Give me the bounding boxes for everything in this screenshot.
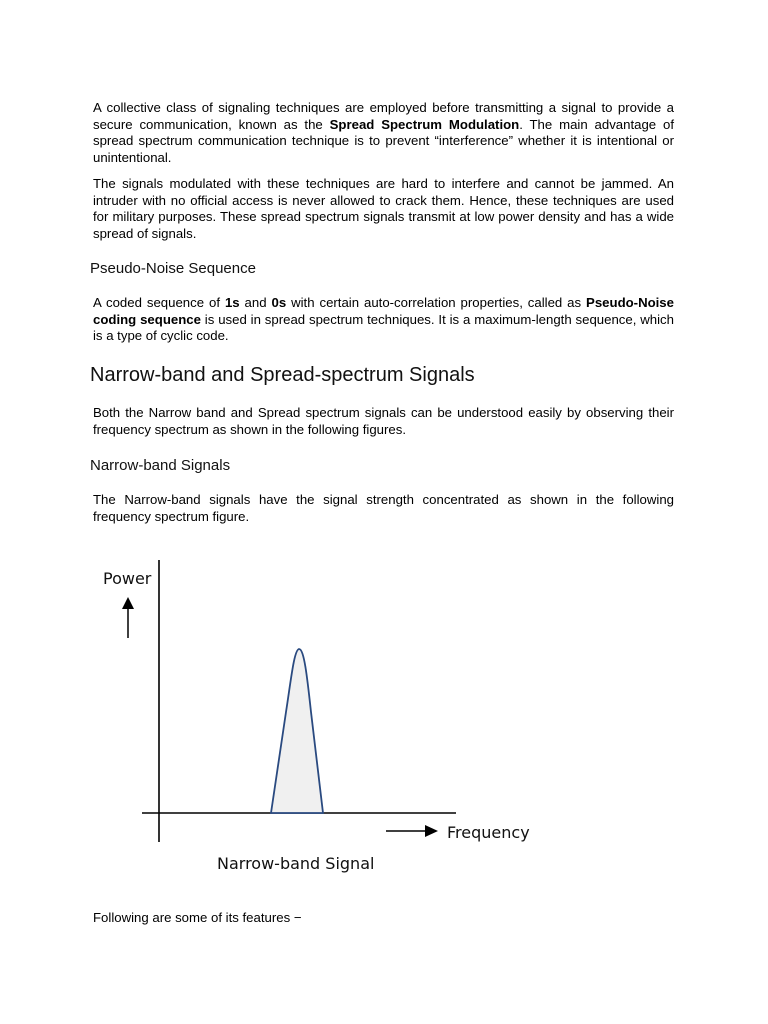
y-axis-label: Power [103, 569, 152, 588]
nbss-paragraph: Both the Narrow band and Spread spectrum signals can be understood easily by observing their frequency spectrum as shown in the following figures. [93, 405, 674, 437]
x-axis-label: Frequency [447, 823, 530, 842]
pn-bold-1s: 1s [224, 295, 240, 310]
features-intro: Following are some of its features − [93, 910, 302, 925]
nbss-heading: Narrow-band and Spread-spectrum Signals [90, 364, 475, 386]
pn-bold-0s: 0s [271, 295, 287, 310]
pn-bold-term: Pseudo-Noise coding sequence [93, 295, 674, 327]
nb-paragraph: The Narrow-band signals have the signal strength concentrated as shown in the following frequency spectrum figure. [93, 492, 674, 524]
intro-text-b: . The main advantage of spread spectrum communication technique is to prevent “interference” whether it is intentional or unintentional. [93, 116, 674, 165]
nb-heading: Narrow-band Signals [90, 457, 231, 474]
power-arrowhead-icon [122, 597, 134, 609]
pn-text-b: and [239, 295, 272, 310]
pn-heading: Pseudo-Noise Sequence [90, 260, 256, 277]
intro-text-a: A collective class of signaling techniques are employed before transmitting a signal to provide a secure communication, known as the [93, 100, 674, 132]
figure-caption: Narrow-band Signal [217, 854, 375, 873]
narrow-band-peak [271, 649, 323, 813]
pn-text-d: is used in spread spectrum techniques. It is a maximum-length sequence, which is a type of cyclic code. [93, 311, 674, 343]
pn-text-c: with certain auto-correlation properties, called as [286, 295, 587, 310]
intro-bold-term: Spread Spectrum Modulation [329, 116, 520, 132]
frequency-arrowhead-icon [425, 825, 438, 837]
intro-paragraph-2: The signals modulated with these techniques are hard to interfere and cannot be jammed. An intruder with no official access is never allowed to crack them. Hence, these techniques are used for military purposes. These spread spectrum signals transmit at low power density and has a wide spread of signals. [93, 176, 674, 241]
pn-text-a: A coded sequence of [93, 295, 225, 310]
